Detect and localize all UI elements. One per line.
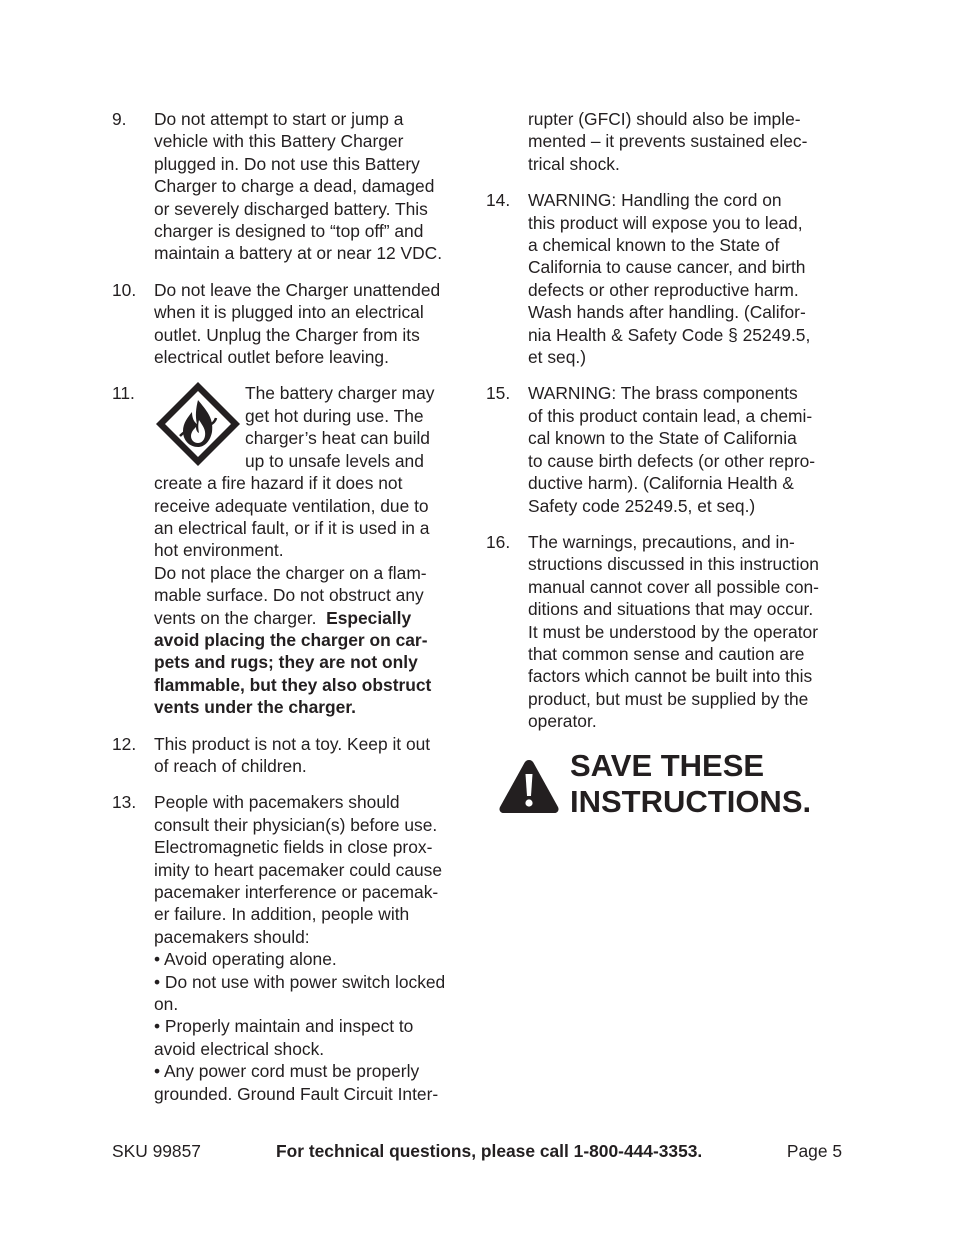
list-item-9 bbox=[112, 108, 472, 265]
text-line: avoid electrical shock. bbox=[154, 1038, 325, 1059]
bold-text-line: vents under the charger. bbox=[154, 697, 356, 718]
list-item-16 bbox=[486, 531, 848, 733]
bold-text-line: pets and rugs; they are not only bbox=[154, 652, 418, 673]
text-line: when it is plugged into an electrical bbox=[154, 302, 424, 323]
text-line: The warnings, precautions, and in- bbox=[528, 531, 795, 552]
text-line: nia Health & Safety Code § 25249.5, bbox=[528, 324, 811, 345]
text-line: ditions and situations that may occur. bbox=[528, 599, 814, 620]
text-line: receive adequate ventilation, due to bbox=[154, 495, 429, 516]
bold-text-line: avoid placing the charger on car- bbox=[154, 629, 428, 650]
text-line: get hot during use. The bbox=[245, 405, 424, 426]
text-line: an electrical fault, or if it is used in a bbox=[154, 517, 430, 538]
text-line: factors which cannot be built into this bbox=[528, 666, 813, 687]
text-line: structions discussed in this instruction bbox=[528, 554, 819, 575]
text-line: a chemical known to the State of bbox=[528, 235, 780, 256]
right-column bbox=[486, 108, 848, 747]
bullet-line: • Avoid operating alone. bbox=[154, 949, 337, 970]
text-line: maintain a battery at or near 12 VDC. bbox=[154, 243, 443, 264]
list-item-13-continued bbox=[486, 108, 848, 175]
text-span: vents on the charger. bbox=[154, 607, 327, 628]
text-line: This product is not a toy. Keep it out bbox=[154, 733, 431, 754]
text-line: Do not place the charger on a flam- bbox=[154, 562, 427, 583]
heading-line: SAVE THESE bbox=[570, 748, 765, 783]
text-line: Electromagnetic fields in close prox- bbox=[154, 837, 433, 858]
text-line: charger is designed to “top off” and bbox=[154, 221, 424, 242]
list-item-14 bbox=[486, 189, 848, 368]
text-line: vehicle with this Battery Charger bbox=[154, 131, 404, 152]
text-line: Safety code 25249.5, et seq.) bbox=[528, 495, 756, 516]
page-number: Page 5 bbox=[786, 1141, 842, 1161]
item-number: 15. bbox=[486, 383, 511, 404]
item-number: 9. bbox=[112, 109, 127, 129]
save-instructions-notice bbox=[498, 748, 858, 828]
text-line: defects or other reproductive harm. bbox=[528, 279, 799, 300]
technical-support-line: For technical questions, please call 1-800-444-3353. bbox=[276, 1141, 703, 1161]
text-line: create a fire hazard if it does not bbox=[154, 473, 403, 494]
text-line: California to cause cancer, and birth bbox=[528, 257, 806, 278]
sku-label: SKU 99857 bbox=[112, 1141, 201, 1161]
text-line: Do not leave the Charger unattended bbox=[154, 279, 441, 300]
list-item-12 bbox=[112, 733, 472, 778]
item-number: 13. bbox=[112, 792, 137, 813]
text-line: hot environment. bbox=[154, 540, 284, 561]
text-line: electrical outlet before leaving. bbox=[154, 347, 389, 368]
item-number: 11. bbox=[112, 383, 135, 404]
list-item-11 bbox=[112, 382, 472, 718]
text-line: WARNING: The brass components bbox=[528, 383, 798, 404]
text-line: pacemaker interference or pacemak- bbox=[154, 882, 439, 902]
text-line: rupter (GFCI) should also be imple- bbox=[528, 109, 801, 129]
bullet-line: • Any power cord must be properly bbox=[154, 1061, 420, 1082]
text-line: grounded. Ground Fault Circuit Inter- bbox=[154, 1083, 439, 1104]
list-item-15 bbox=[486, 382, 848, 516]
text-line: of reach of children. bbox=[154, 755, 307, 776]
bullet-line: • Properly maintain and inspect to bbox=[154, 1016, 414, 1037]
text-line: outlet. Unplug the Charger from its bbox=[154, 324, 420, 345]
list-item-13 bbox=[112, 791, 472, 1105]
text-line: to cause birth defects (or other repro- bbox=[528, 450, 816, 471]
text-line: consult their physician(s) before use. bbox=[154, 814, 438, 835]
text-line: People with pacemakers should bbox=[154, 792, 400, 813]
warning-triangle-icon bbox=[498, 758, 560, 814]
fire-hazard-icon bbox=[154, 380, 242, 468]
item-number: 12. bbox=[112, 733, 137, 754]
text-line: operator. bbox=[528, 711, 597, 732]
item-number: 10. bbox=[112, 279, 137, 300]
bold-text-line: flammable, but they also obstruct bbox=[154, 674, 432, 695]
text-line: this product will expose you to lead, bbox=[528, 212, 803, 233]
text-line: imity to heart pacemaker could cause bbox=[154, 859, 443, 880]
text-line: charger’s heat can build bbox=[245, 428, 430, 449]
bullet-line: • Do not use with power switch locked bbox=[154, 971, 446, 992]
text-line: mented – it prevents sustained elec- bbox=[528, 131, 808, 152]
text-line: et seq.) bbox=[528, 347, 586, 368]
text-line: up to unsafe levels and bbox=[245, 450, 424, 471]
text-line: WARNING: Handling the cord on bbox=[528, 190, 782, 211]
text-line: or severely discharged battery. This bbox=[154, 198, 428, 219]
text-line: It must be understood by the operator bbox=[528, 621, 819, 642]
text-line: ductive harm). (California Health & bbox=[528, 473, 794, 494]
item-number: 14. bbox=[486, 190, 511, 211]
save-instructions-heading bbox=[570, 748, 811, 820]
heading-line: INSTRUCTIONS. bbox=[570, 784, 812, 819]
text-line: er failure. In addition, people with bbox=[154, 904, 410, 925]
text-line: on. bbox=[154, 994, 179, 1015]
text-line: pacemakers should: bbox=[154, 926, 310, 947]
left-column bbox=[112, 108, 472, 1119]
list-item-10 bbox=[112, 279, 472, 369]
text-line: mable surface. Do not obstruct any bbox=[154, 585, 424, 606]
text-line: The battery charger may bbox=[245, 383, 435, 404]
text-line: product, but must be supplied by the bbox=[528, 688, 809, 709]
text-line: plugged in. Do not use this Battery bbox=[154, 153, 420, 174]
text-line: manual cannot cover all possible con- bbox=[528, 576, 819, 597]
text-line: cal known to the State of California bbox=[528, 428, 797, 449]
item-number: 16. bbox=[486, 531, 511, 552]
text-line: Charger to charge a dead, damaged bbox=[154, 176, 435, 197]
text-line: trical shock. bbox=[528, 153, 620, 174]
text-line: Do not attempt to start or jump a bbox=[154, 109, 404, 129]
text-line: of this product contain lead, a chemi- bbox=[528, 405, 813, 426]
text-line: Wash hands after handling. (Califor- bbox=[528, 302, 806, 323]
mixed-text-line bbox=[154, 607, 472, 629]
bold-text-span: Especially bbox=[326, 607, 412, 628]
text-line: that common sense and caution are bbox=[528, 643, 805, 664]
